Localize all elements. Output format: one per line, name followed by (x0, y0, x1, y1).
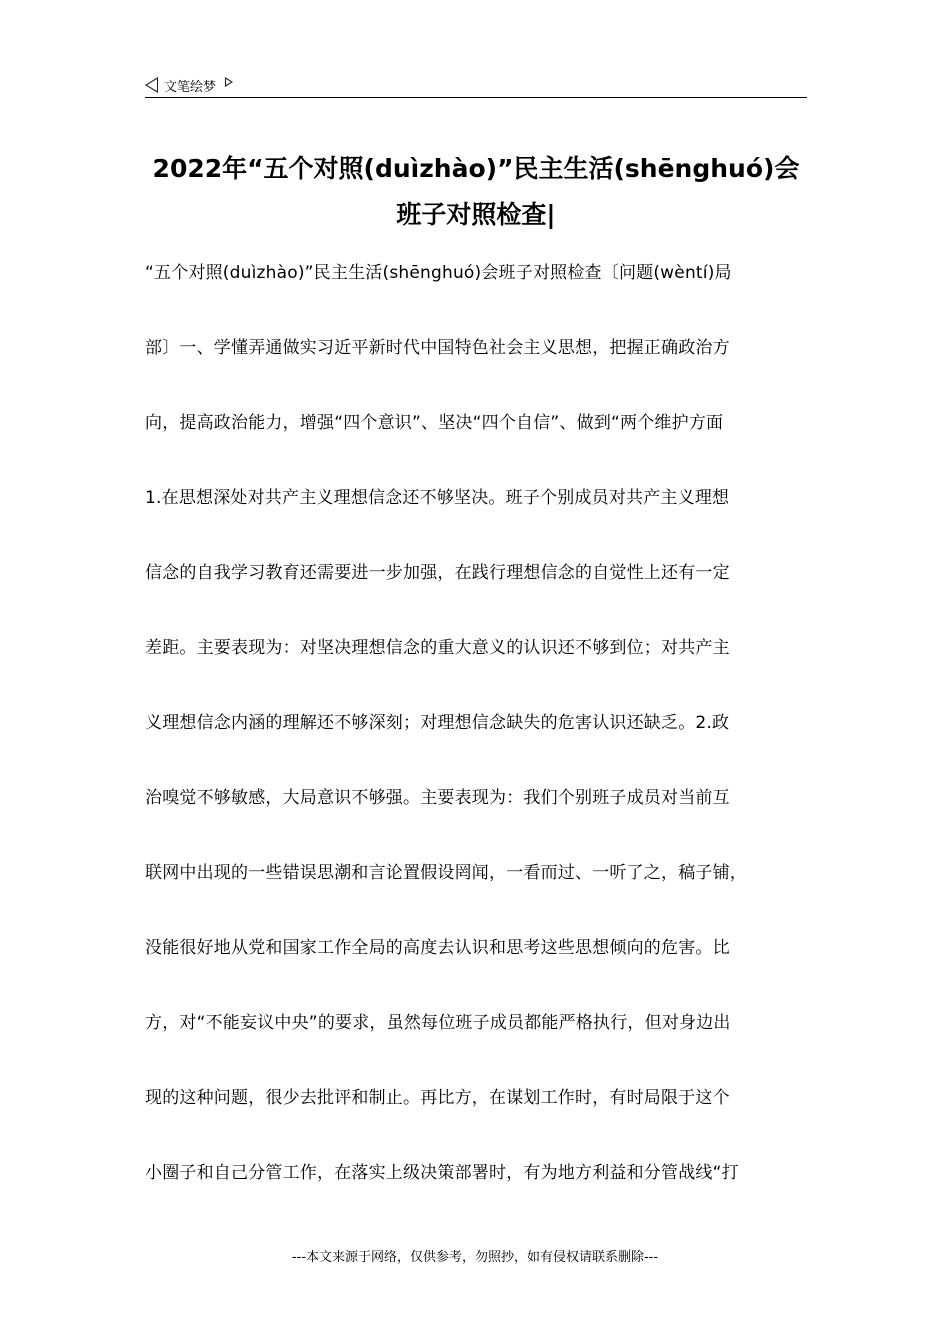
title-line-2: 班子对照检查| (396, 200, 556, 229)
triangle-left-icon (145, 77, 158, 93)
body-line: 部〕一、学懂弄通做实习近平新时代中国特色社会主义思想，把握正确政治方 (145, 338, 730, 358)
body-line: 1.在思想深处对共产主义理想信念还不够坚决。班子个别成员对共产主义理想 (145, 488, 730, 508)
body-line: 向，提高政治能力，增强“四个意识”、坚决“四个自信”、做到“两个维护方面 (145, 413, 724, 433)
body-line: “五个对照(duìzhào)”民主生活(shēnghuó)会班子对照检查〔问题(wèntí)局 (145, 263, 732, 283)
body-line: 没能很好地从党和国家工作全局的高度去认识和思考这些思想倾向的危害。比 (145, 938, 730, 958)
body-line: 信念的自我学习教育还需要进一步加强，在践行理想信念的自觉性上还有一定 (145, 563, 730, 583)
page-header (145, 74, 807, 96)
body-line: 治嗅觉不够敏感，大局意识不够强。主要表现为：我们个别班子成员对当前互 (145, 788, 730, 808)
body-line: 差距。主要表现为：对坚决理想信念的重大意义的认识还不够到位；对共产主 (145, 638, 730, 658)
document-title (120, 146, 832, 238)
document-body (145, 253, 812, 1228)
body-line: 小圈子和自己分管工作，在落实上级决策部署时，有为地方利益和分管战线“打 (145, 1163, 739, 1183)
header-divider (145, 97, 807, 98)
page-footer: ---本文来源于网络，仅供参考，勿照抄，如有侵权请联系删除--- (291, 1250, 659, 1265)
body-line: 方，对“不能妄议中央”的要求，虽然每位班子成员都能严格执行，但对身边出 (145, 1013, 731, 1033)
body-line: 义理想信念内涵的理解还不够深刻；对理想信念缺失的危害认识还缺乏。2.政 (145, 713, 730, 733)
header-title: 文笔绘梦 (164, 79, 217, 95)
title-line-1: 2022年“五个对照(duìzhào)”民主生活(shēnghuó)会 (152, 154, 800, 183)
body-line: 联网中出现的一些错误思潮和言论置假设罔闻，一看而过、一听了之，稿子铺， (145, 863, 747, 883)
body-line: 现的这种问题，很少去批评和制止。再比方，在谋划工作时，有时局限于这个 (145, 1088, 730, 1108)
triangle-right-icon (225, 77, 233, 87)
